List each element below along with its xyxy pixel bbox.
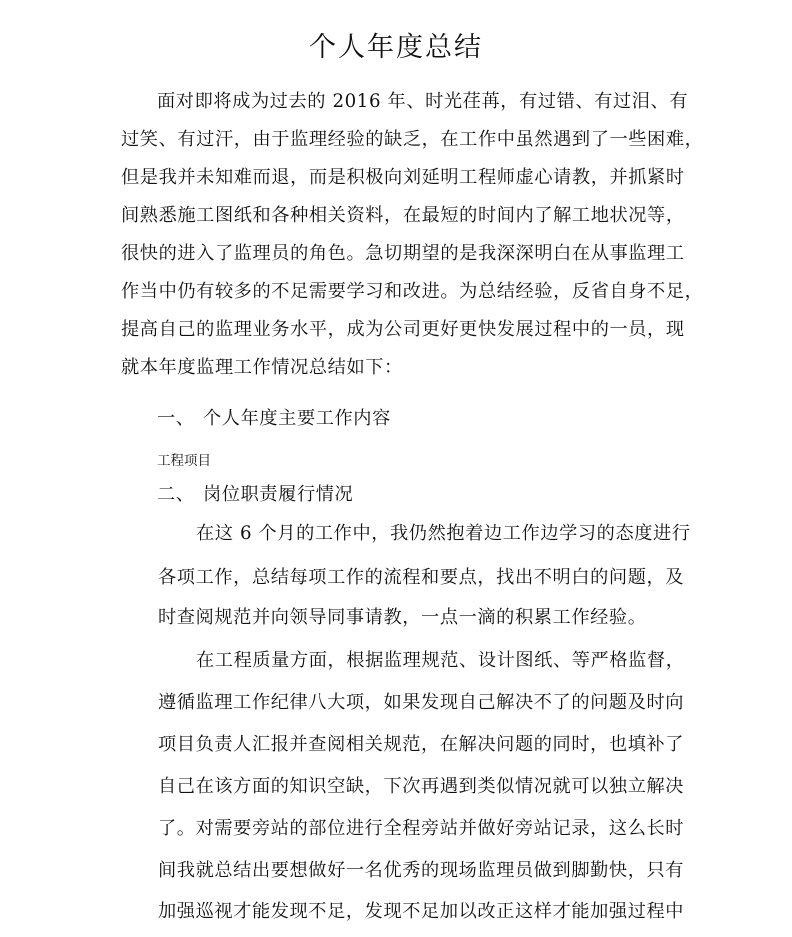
- section-2-number: 二、: [157, 484, 195, 505]
- paragraph-3-line-6: 间我就总结出要想做好一名优秀的现场监理员做到脚勤快，只有: [158, 860, 685, 881]
- paragraph-2-line-2: 各项工作，总结每项工作的流程和要点，找出不明白的问题，及: [158, 567, 685, 588]
- paragraph-3-line-4: 自己在该方面的知识空缺，下次再遇到类似情况就可以独立解决: [158, 776, 685, 797]
- paragraph-2-line-3: 时查阅规范并向领导同事请教，一点一滴的积累工作经验。: [158, 607, 647, 628]
- paragraph-1-line-3: 但是我并未知难而退，而是积极向刘延明工程师虚心请教，并抓紧时: [121, 167, 685, 188]
- paragraph-1-line-4: 间熟悉施工图纸和各种相关资料，在最短的时间内了解工地状况等，: [121, 205, 685, 226]
- document-title: 个人年度总结: [309, 32, 483, 63]
- paragraph-3-line-5: 了。对需要旁站的部位进行全程旁站并做好旁站记录，这么长时: [158, 818, 685, 839]
- paragraph-1-line-6: 作当中仍有较多的不足需要学习和改进。为总结经验，反省自身不足，: [121, 281, 704, 302]
- section-1-heading: [157, 406, 391, 432]
- paragraph-1-line-8: 就本年度监理工作情况总结如下：: [121, 357, 403, 378]
- paragraph-1-line-7: 提高自己的监理业务水平，成为公司更好更快发展过程中的一员，现: [121, 319, 685, 340]
- section-1-title: 个人年度主要工作内容: [203, 408, 391, 429]
- paragraph-3-line-7: 加强巡视才能发现不足，发现不足加以改正这样才能加强过程中: [158, 901, 685, 922]
- paragraph-2-line-1: 在这 6 个月的工作中，我仍然抱着边工作边学习的态度进行: [196, 523, 691, 544]
- section-1-number: 一、: [157, 408, 195, 429]
- section-1-subheading: 工程项目: [157, 453, 211, 469]
- paragraph-1-line-1: 面对即将成为过去的 2016 年、时光荏苒，有过错、有过泪、有: [157, 91, 689, 112]
- paragraph-3-line-3: 项目负责人汇报并查阅相关规范，在解决问题的同时，也填补了: [158, 734, 685, 755]
- section-2-heading: [157, 482, 353, 508]
- paragraph-3-line-1: 在工程质量方面，根据监理规范、设计图纸、等严格监督，: [196, 650, 685, 671]
- paragraph-3-line-2: 遵循监理工作纪律八大项，如果发现自己解决不了的问题及时向: [158, 692, 685, 713]
- paragraph-1-line-2: 过笑、有过汗，由于监理经验的缺乏，在工作中虽然遇到了一些困难，: [121, 129, 704, 150]
- paragraph-1-line-5: 很快的进入了监理员的角色。急切期望的是我深深明白在从事监理工: [121, 243, 685, 264]
- section-2-title: 岗位职责履行情况: [203, 484, 354, 505]
